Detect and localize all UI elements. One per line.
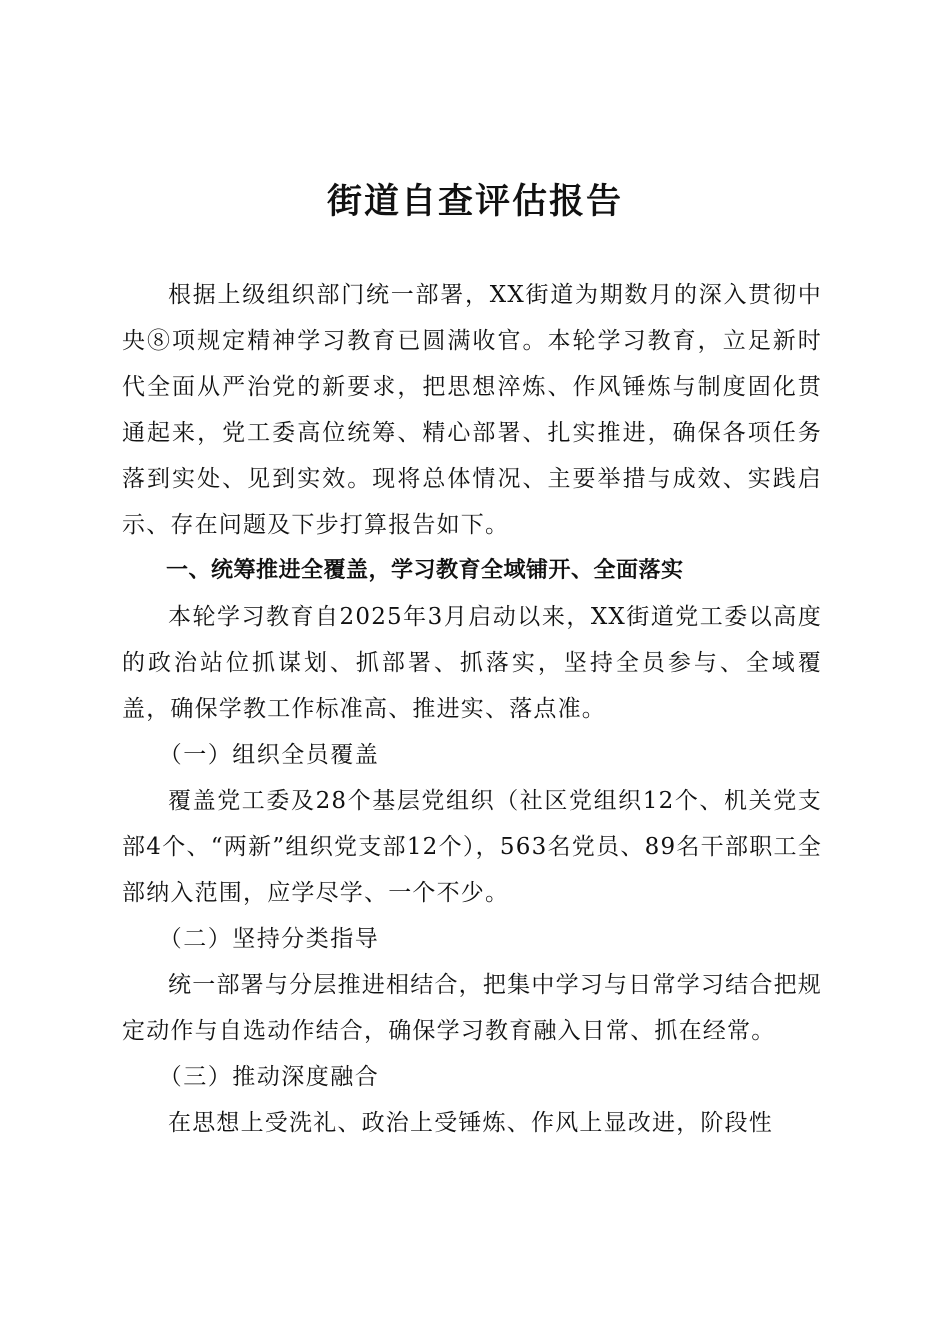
subsection-heading-1: （一）组织全员覆盖 xyxy=(158,742,380,768)
section-heading-1: 一、统筹推进全覆盖，学习教育全域铺开、全面落实 xyxy=(166,558,684,583)
intro-paragraph: 根据上级组织部门统一部署，XX街道为期数月的深入贯彻中央⑧项规定精神学习教育已圆满收官。本轮学习教育，立足新时代全面从严治党的新要求，把思想淬炼、作风锤炼与制度固化贯通起来，党工委高位统筹、精心部署、扎实推进，确保各项任务落到实处、见到实效。现将总体情况、主要举措与成效、实践启示、存在问题及下步打算报告如下。 xyxy=(122,282,822,538)
subsection-heading-3: （三）推动深度融合 xyxy=(158,1064,380,1090)
subsection-2-paragraph: 统一部署与分层推进相结合，把集中学习与日常学习结合把规定动作与自选动作结合，确保学习教育融入日常、抓在经常。 xyxy=(122,972,822,1044)
document-title: 街道自查评估报告 xyxy=(326,181,623,222)
subsection-heading-2: （二）坚持分类指导 xyxy=(158,926,380,952)
subsection-1-paragraph: 覆盖党工委及28个基层党组织（社区党组织12个、机关党支部4个、“两新”组织党支部12个），563名党员、89名干部职工全部纳入范围，应学尽学、一个不少。 xyxy=(122,788,822,906)
subsection-3-paragraph: 在思想上受洗礼、政治上受锤炼、作风上显改进，阶段性 xyxy=(168,1110,773,1136)
section-1-paragraph: 本轮学习教育自2025年3月启动以来，XX街道党工委以高度的政治站位抓谋划、抓部署、抓落实，坚持全员参与、全域覆盖，确保学教工作标准高、推进实、落点准。 xyxy=(122,604,822,722)
document-body xyxy=(122,272,822,1146)
